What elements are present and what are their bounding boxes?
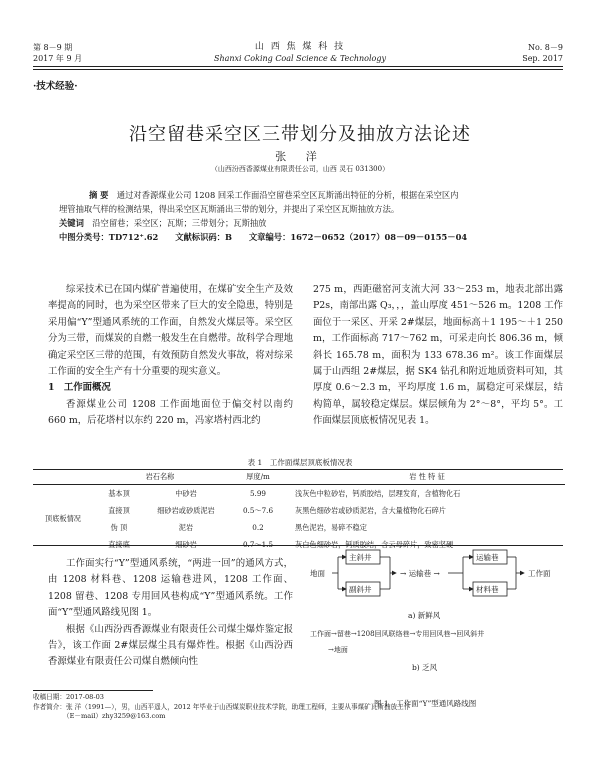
table-header-row [33, 470, 565, 485]
footnote-rule [33, 690, 153, 691]
table-header-lithology: 岩 性 特 征 [289, 470, 565, 485]
clc-number: 中图分类号：TD712⁺.62 [59, 232, 159, 242]
table-cell: 黑色泥岩，易碎不稳定 [295, 522, 367, 532]
table-cell: 细砂岩或砂质泥岩 [157, 505, 215, 515]
author-bio: 作者简介：张 洋（1991—），男，山西平遥人，2012 年毕业于山西煤炭职业技术学院，助理工程师，主要从事煤矿瓦斯抽放工作 [33, 702, 411, 711]
table-cell: 浅灰色中粒砂岩，钙质胶结，层理发育，含植物化石 [295, 488, 461, 498]
node-working-face: 工作面 [528, 569, 551, 578]
abstract-label: 摘 要 [89, 190, 109, 200]
overview-continued: 275 m，西距磁窑河支流大河 33～253 m，地表北部出露 P2s，南部出露 Q₃，，，盖山厚度 451～526 m。1208 工作面位于一采区、开采 2#煤层，地面标高＋1 195～＋1 250 m，工作面标高 717～762 m，可采走向长 806.36 m，倾斜长 165.78 m，面积为 133 678.36 m²。该工作面煤层属于山西组 2#煤层，据 SK4 钻孔和附近地质资料可知，其厚度 0.6～2.3 m，平均厚度 1.6 m，属稳定可采煤层，结构简单，属较稳定煤层。煤层倾角为 2°～8°，平均 5°。工作面煤层顶底板情况见表 1。 [313, 284, 563, 427]
affiliation: （山西汾西香源煤业有限责任公司，山西 灵石 031300） [210, 165, 390, 173]
table-cell: 直接底 [108, 539, 130, 549]
table-group-label: 顶底板情况 [45, 514, 81, 523]
figure-caption: 图 1 工作面“Y”型通风路线图 [374, 699, 477, 708]
node-transport-road: 运输巷 [476, 553, 499, 562]
header-rule-thin [33, 69, 563, 70]
document-code: 文献标识码：B [175, 232, 232, 242]
table-cell: 伪 顶 [110, 522, 128, 532]
header-rule [33, 66, 563, 67]
ventilation-text [48, 556, 293, 671]
section-label: ·技术经验· [33, 81, 78, 92]
footnote [33, 693, 563, 722]
abstract-text-2: 埋管抽取气样的检测结果，得出采空区瓦斯涌出三带的划分，并提出了采空区瓦斯抽放方法。 [59, 204, 400, 214]
table-cell: 0.5～7.6 [242, 505, 274, 515]
dust-paragraph: 根据《山西汾西香源煤业有限责任公司煤尘爆炸鉴定报告》，该工作面 2#煤层煤尘具有爆炸性。根据《山西汾西香源煤业有限责任公司煤自燃倾向性 [48, 623, 293, 668]
node-road: → 运输巷 → [400, 569, 440, 578]
table-cell: 细砂岩 [175, 539, 197, 549]
table-cell: 直接顶 [108, 505, 130, 515]
caption-return-air: b) 乏风 [412, 663, 438, 672]
table-row [33, 502, 565, 519]
table-cell: 泥岩 [178, 522, 194, 532]
keywords: 沿空留巷；采空区；瓦斯；三带划分；瓦斯抽放 [92, 218, 267, 228]
table-cell: 灰白色细砂岩，钙质胶结，含云母碎片，致密坚硬 [295, 539, 454, 549]
table-caption: 表 1 工作面煤层顶底板情况表 [247, 458, 353, 467]
table-cell: 中砂岩 [175, 488, 197, 498]
journal-name-cn: 山 西 焦 煤 科 技 [254, 42, 346, 52]
table-row [33, 519, 565, 536]
node-material-road: 材料巷 [476, 585, 499, 594]
return-air-path-end: →地面 [328, 646, 348, 654]
table-row [33, 485, 565, 503]
overview-paragraph: 香源煤业公司 1208 工作面地面位于偏交村以南约 660 m，后花塔村以东约 220 m，冯家塔村西北约 [48, 398, 293, 427]
node-aux-shaft: 副斜井 [349, 585, 372, 594]
article-title: 沿空留巷采空区三带划分及抽放方法论述 [129, 124, 471, 145]
table-cell: 5.99 [249, 489, 266, 498]
issue-number-right: No. 8－9 [528, 43, 563, 52]
caption-fresh-air: a) 新鲜风 [408, 611, 441, 620]
abstract [47, 188, 559, 244]
table-cell: 基本顶 [108, 488, 130, 498]
author-email: （E－mail）zhy3259@163.com [63, 712, 166, 720]
section-heading-1: 1 工作面概况 [48, 382, 111, 394]
issue-date: 2017 年 9 月 [33, 54, 83, 63]
article-number: 文章编号：1672－0652（2017）08－09－0155－04 [248, 232, 468, 242]
node-main-shaft: 主斜井 [349, 553, 372, 562]
issue-number: 第 8－9 期 [33, 43, 73, 52]
ventilation-diagram [308, 540, 568, 760]
return-air-path: 工作面→留巷→1208回风联络巷→专用回风巷→回风斜井 [310, 630, 485, 638]
keywords-label: 关键词 [59, 218, 84, 228]
table-cell: 0.2 [252, 523, 264, 532]
journal-name-en: Shanxi Coking Coal Science & Technology [213, 54, 387, 63]
received-date: 收稿日期：2017-08-03 [33, 693, 104, 701]
node-ground: 地面 [310, 569, 325, 578]
intro-paragraph: 综采技术已在国内煤矿普遍使用，在煤矿安全生产及效率提高的同时，也为采空区带来了巨大的安全隐患，特别是采用偏“Y”型通风系统的工作面，自然发火煤层等。采空区分为三带，而煤炭的自燃一般发生在自燃带。故科学合理地确定采空区三带的范围，有效预防自然发火事故，将对综采工作面的安全生产有十分重要的现实意义。 [48, 284, 293, 378]
table-cell: 0.7～1.5 [242, 539, 274, 549]
table-header-thickness: 厚度/m [227, 470, 289, 485]
ventilation-paragraph: 工作面实行“Y”型通风系统，“两进一回”的通风方式，由 1208 材料巷、1208 运输巷进风，1208 工作面、1208 留巷、1208 专用回风巷构成“Y”型通风系统。工作面“Y”型通风路线见图 1。 [48, 558, 293, 619]
table-header-rock: 岩石名称 [93, 470, 227, 485]
table-cell: 灰黑色细砂岩或砂质泥岩，含大量植物化石碎片 [295, 505, 446, 515]
right-column [313, 282, 563, 430]
issue-date-right: Sep. 2017 [522, 54, 563, 63]
author: 张 洋 [275, 150, 325, 163]
abstract-text-1: 通过对香源煤业公司 1208 回采工作面沿空留巷采空区瓦斯涌出特征的分析，根据在采空区内 [116, 190, 459, 200]
left-column [48, 282, 293, 430]
